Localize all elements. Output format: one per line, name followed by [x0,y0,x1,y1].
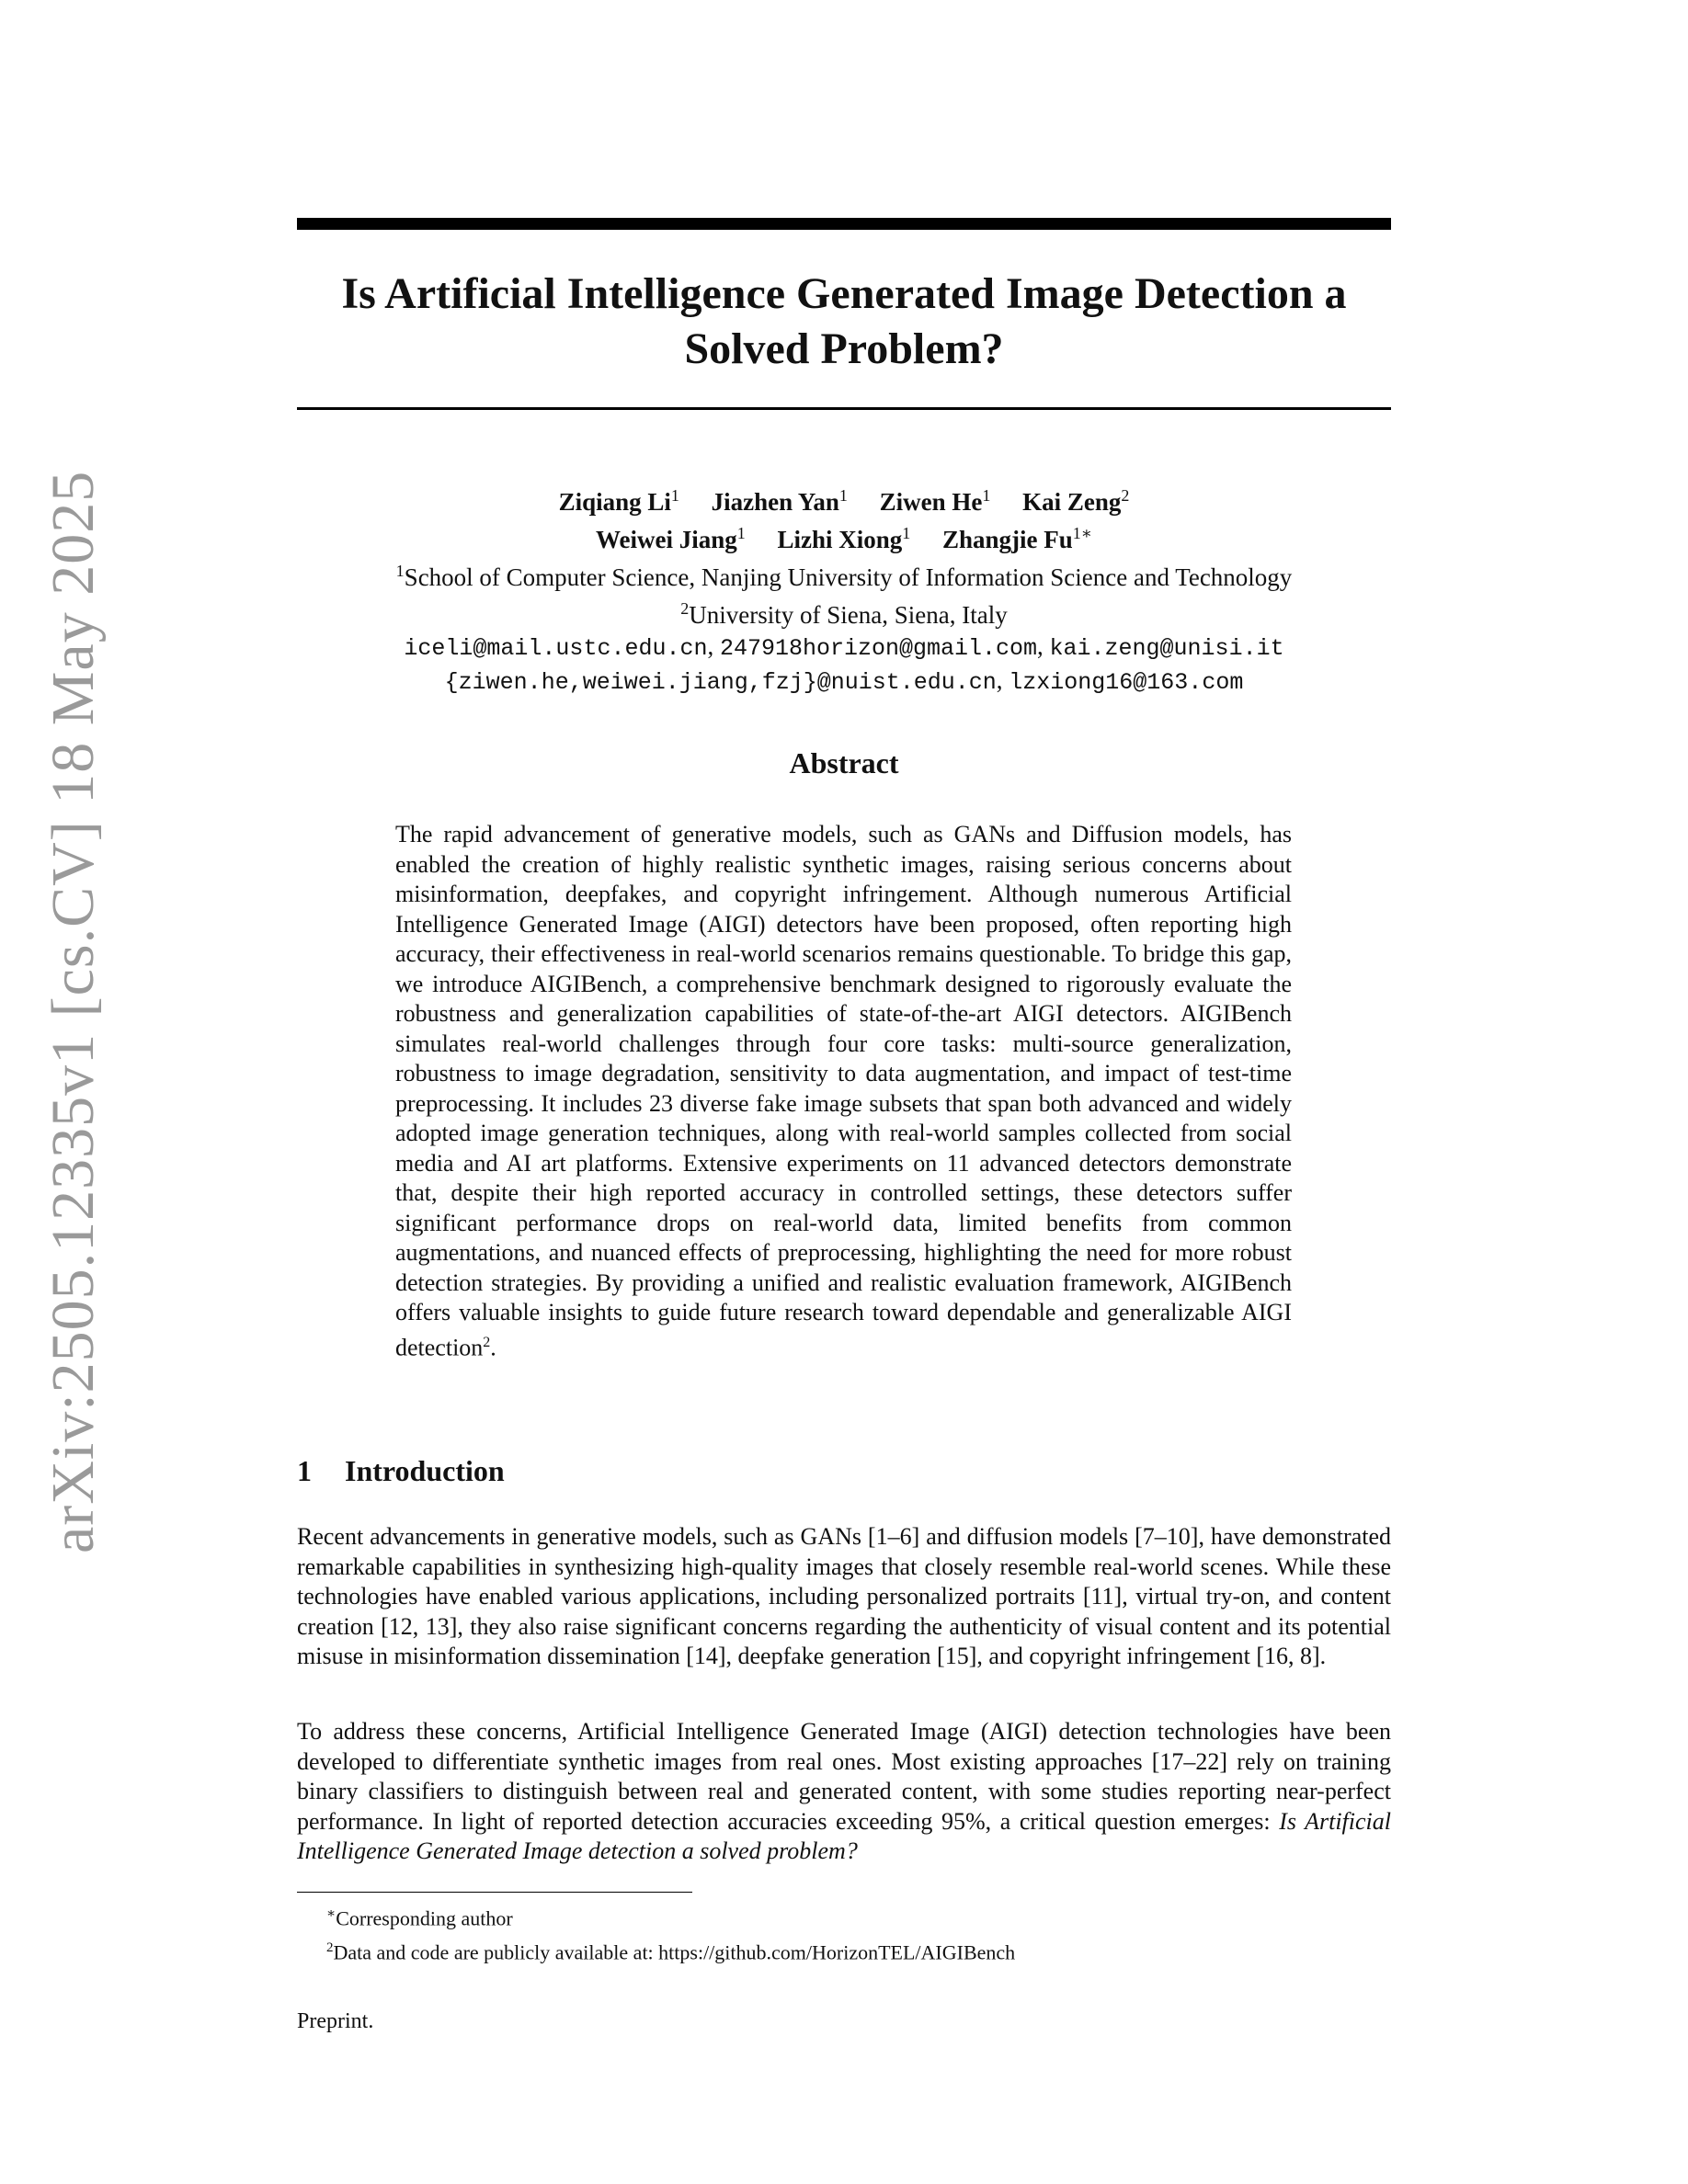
intro-paragraph-1: Recent advancements in generative models, such as GANs [1–6] and diffusion models [7–10], have demonstrated remarkable capabilities in synthesizing high-quality images that closely resemble real-world scenes. While these technologies have enabled various applications, including personalized portraits [11], virtual try-on, and content creation [12, 13], they also raise significant concerns regarding the authenticity of visual content and its potential misuse in misinformation dissemination [14], deepfake generation [15], and copyright infringement [16, 8]. [297,1523,1391,1669]
footnote-divider [297,1892,692,1893]
email-address[interactable]: kai.zeng@unisi.it [1049,635,1284,662]
section-heading-introduction [297,1452,505,1489]
author-name: Jiazhen Yan$^1$ [711,486,848,516]
author-name: Ziwen He$^1$ [879,486,991,516]
email-address[interactable]: lzxiong16@163.com [1009,669,1244,696]
email-separator: , [707,632,720,660]
paper-title [297,267,1391,377]
email-row-1 [297,631,1391,665]
author-name: Zhangjie $Fu^{1∗}$ [942,524,1093,553]
footnote-mark[interactable]: 2 [483,1334,491,1350]
arxiv-identifier: arXiv:2505.12335v1 [cs.CV] 18 May 2025 [40,470,107,1553]
author-name: Weiwei Jiang$^1$ [595,524,746,553]
affiliation-2: $^2$University of Siena, Siena, Italy [680,599,1008,629]
footnote-corresponding-author: ∗Corresponding author [326,1906,513,1930]
email-separator: , [1037,632,1050,660]
email-address[interactable]: 247918horizon@gmail.com [719,635,1038,662]
email-separator: , [996,666,1009,694]
author-block [297,480,1391,699]
title-line-2: Solved Problem? [684,324,1004,373]
section-number: 1 [297,1454,312,1487]
footnote-data-availability: $^2$Data and code are publicly available at: https://github.com/HorizonTEL/AIGIBench [326,1940,1016,1964]
email-address[interactable]: {ziwen.he,weiwei.jiang,fzj}@nuist.edu.cn [444,669,997,696]
affiliation-1: $^1$School of Computer Science, Nanjing University of Information Science and Technology [395,562,1293,591]
preprint-footer: Preprint. [297,2009,374,2033]
author-name: Lizhi Xiong$^1$ [777,524,911,553]
author-name: Ziqiang Li$^1$ [558,486,679,516]
footnotes [326,1899,1015,1968]
title-line-1: Is Artificial Intelligence Generated Image Detection a [341,269,1347,318]
title-top-rule [297,218,1391,230]
intro-paragraph-2: To address these concerns, Artificial Intelligence Generated Image (AIGI) detection technologies have been developed to differentiate synthetic images from real ones. Most existing approaches [17–22] rely on training binary classifiers to distinguish between real and generated content, with some studies reporting near-perfect performance. In light of reported detection accuracies exceeding 95%, a critical question emerges: Is Artificial Intelligence Generated Image detection a solved problem? [297,1718,1391,1864]
abstract-heading: Abstract [789,746,899,779]
author-name: Kai Zeng$^2$ [1022,486,1130,516]
research-question: Is Artificial Intelligence Generated Image detection a solved problem? [297,1807,1391,1864]
author-row-2 [297,518,1391,555]
abstract-text: The rapid advancement of generative models, such as GANs and Diffusion models, has enabled the creation of highly realistic synthetic images, raising serious concerns about misinformation, deepfakes, and copyright infringement. Although numerous Artificial Intelligence Generated Image (AIGI) detectors have been proposed, often reporting high accuracy, their effectiveness in real-world scenarios remains questionable. To bridge this gap, we introduce AIGIBench, a comprehensive benchmark designed to rigorously evaluate the robustness and generalization capabilities of state-of-the-art AIGI detectors. AIGIBench simulates real-world challenges through four core tasks: multi-source generalization, robustness to image degradation, sensitivity to data augmentation, and impact of test-time preprocessing. It includes 23 diverse fake image subsets that span both advanced and widely adopted image generation techniques, along with real-world samples collected from social media and AI art platforms. Extensive experiments on 11 advanced detectors demonstrate that, despite their high reported accuracy in controlled settings, these detectors suffer significant performance drops on real-world data, limited benefits from common augmentations, and nuanced effects of preprocessing, highlighting the need for more robust detection strategies. By providing a unified and realistic evaluation framework, AIGIBench offers valuable insights to guide future research toward dependable and generalizable AIGI detection$^2$. [395,821,1292,1361]
author-row-1 [297,480,1391,518]
email-row-2 [297,665,1391,699]
email-address[interactable]: iceli@mail.ustc.edu.cn [404,635,708,662]
section-title: Introduction [345,1454,505,1487]
title-bottom-rule [297,407,1391,410]
